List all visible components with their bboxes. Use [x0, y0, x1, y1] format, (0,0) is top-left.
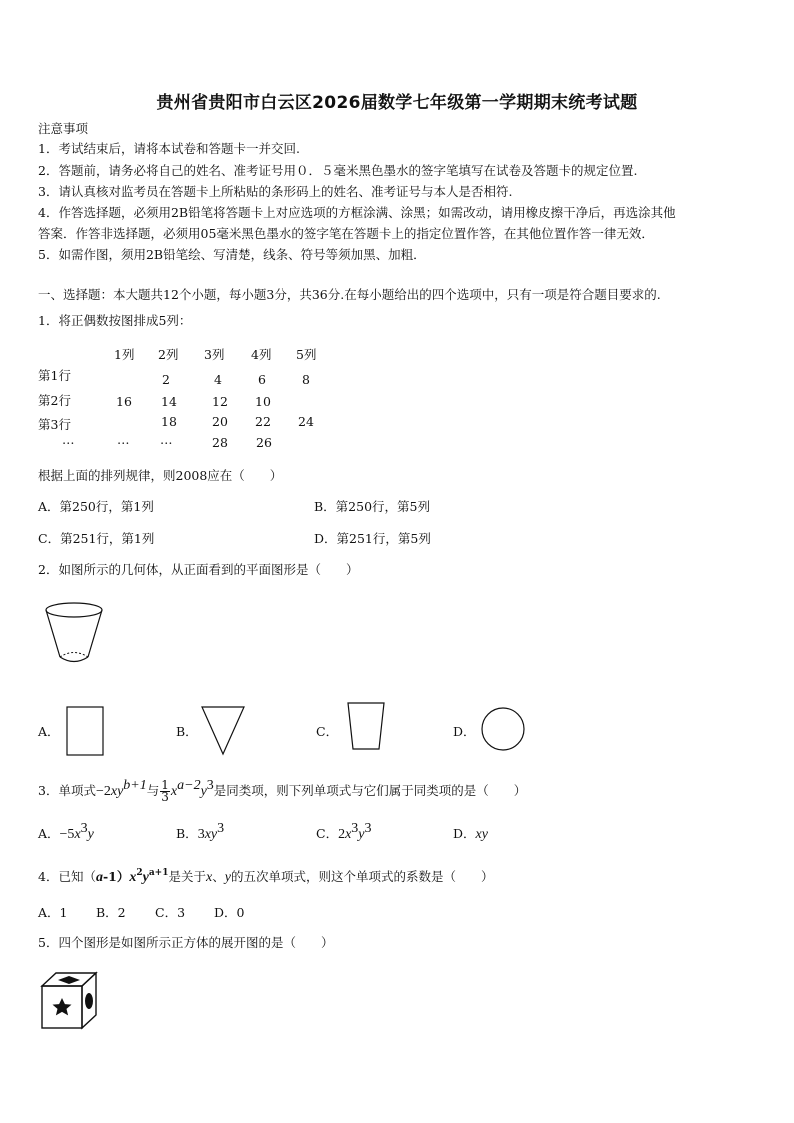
q3-option-b[interactable]: B．$3xy^3$ [176, 821, 225, 842]
rectangle-shape[interactable] [66, 706, 106, 758]
row-header: 第3行 [38, 417, 71, 432]
q3-option-d[interactable]: D．xy [453, 826, 488, 842]
notice-heading: 注意事项 [38, 121, 89, 136]
q4-option-d[interactable]: D．0 [214, 905, 245, 920]
table-cell: 26 [256, 435, 272, 450]
q2-option-b-label[interactable]: B． [176, 724, 198, 739]
row-header: 第1行 [38, 368, 71, 383]
notice-item-3: 3．请认真核对监考员在答题卡上所粘贴的条形码上的姓名、准考证号与本人是否相符. [38, 184, 513, 199]
table-cell: 2 [162, 372, 170, 387]
q3-num: 3．单项式 [38, 783, 96, 798]
q5-stem: 5．四个图形是如图所示正方体的展开图的是（ ） [38, 935, 334, 950]
table-cell: 6 [258, 372, 266, 387]
col-header: 3列 [204, 347, 225, 362]
q2-option-d-label[interactable]: D． [453, 724, 476, 739]
q1-option-c[interactable]: C．第251行，第1列 [38, 531, 155, 546]
table-cell: … [160, 432, 173, 447]
notice-item-4-cont: 答案．作答非选择题，必须用05毫米黑色墨水的签字笔在答题卡上的指定位置作答，在其他位置作答一律无效． [38, 226, 654, 241]
section-heading: 一、选择题：本大题共12个小题，每小题3分，共36分.在每小题给出的四个选项中，只有一项是符合题目要求的. [38, 287, 661, 302]
cube-figure [40, 970, 100, 1034]
table-cell: 12 [212, 394, 228, 409]
q1-stem: 1．将正偶数按图排成5列： [38, 313, 192, 328]
col-header: 5列 [296, 347, 317, 362]
col-header: 4列 [251, 347, 272, 362]
q1-option-b[interactable]: B．第250行，第5列 [314, 499, 430, 514]
col-header: 2列 [158, 347, 179, 362]
circle-shape[interactable] [480, 707, 526, 753]
oval-icon [85, 993, 93, 1009]
inverted-triangle-shape[interactable] [200, 705, 246, 757]
q3-option-a[interactable]: A．$-5x^3y$ [38, 821, 94, 842]
q1-option-d[interactable]: D．第251行，第5列 [314, 531, 431, 546]
table-cell: 14 [161, 394, 177, 409]
table-cell: 24 [298, 414, 314, 429]
trapezoid-shape[interactable] [347, 702, 387, 752]
page-title: 贵州省贵阳市白云区2026届数学七年级第一学期期末统考试题 [156, 93, 638, 113]
notice-item-1: 1．考试结束后，请将本试卷和答题卡一并交回. [38, 141, 300, 156]
table-cell: 10 [255, 394, 271, 409]
table-cell: 16 [116, 394, 132, 409]
diamond-icon [58, 976, 80, 984]
table-cell: 8 [302, 372, 310, 387]
row-header: 第2行 [38, 393, 71, 408]
table-cell: 28 [212, 435, 228, 450]
q4-option-a[interactable]: A．1 [38, 905, 68, 920]
q4-option-c[interactable]: C．3 [155, 905, 186, 920]
frustum-solid-figure [40, 600, 110, 670]
notice-item-4: 4．作答选择题，必须用2B铅笔将答题卡上对应选项的方框涂满、涂黑；如需改动，请用橡皮擦干净后，再选涂其他 [38, 205, 676, 220]
q1-option-a[interactable]: A．第250行，第1列 [38, 499, 154, 514]
q4-option-b[interactable]: B．2 [96, 905, 126, 920]
table-cell: … [117, 432, 130, 447]
col-header: 1列 [114, 347, 135, 362]
q4-stem: 4．已知$(a-1)x^2y^{a+1}$是关于x、y的五次单项式，则这个单项式的系数是（ ） [38, 868, 494, 885]
q3-stem: 3．单项式$-2xy^{b+1}$与 $\frac{1}{3}$ $x^{a-2}y^3$是同类项，则下列单项式与它们属于同类项的是（ ） [38, 778, 527, 804]
fraction: $\frac{1}{3}$ [161, 778, 169, 804]
table-cell: 20 [212, 414, 228, 429]
table-cell: 22 [255, 414, 271, 429]
q3-option-c[interactable]: C．$2x^3y^3$ [316, 821, 372, 842]
q2-stem: 2．如图所示的几何体，从正面看到的平面图形是（ ） [38, 562, 359, 577]
row-header: … [62, 432, 75, 447]
table-cell: 4 [214, 372, 222, 387]
table-cell: 18 [161, 414, 177, 429]
notice-item-5: 5．如需作图，须用2B铅笔绘、写清楚，线条、符号等须加黑、加粗． [38, 247, 426, 262]
q1-question: 根据上面的排列规律，则2008应在（ ） [38, 468, 283, 483]
q2-option-a-label[interactable]: A． [38, 724, 60, 739]
star-icon [53, 998, 72, 1015]
q2-option-c-label[interactable]: C． [316, 724, 339, 739]
notice-item-2: 2．答题前，请务必将自己的姓名、准考证号用０．５毫米黑色墨水的签字笔填写在试卷及答题卡的规定位置. [38, 163, 638, 178]
